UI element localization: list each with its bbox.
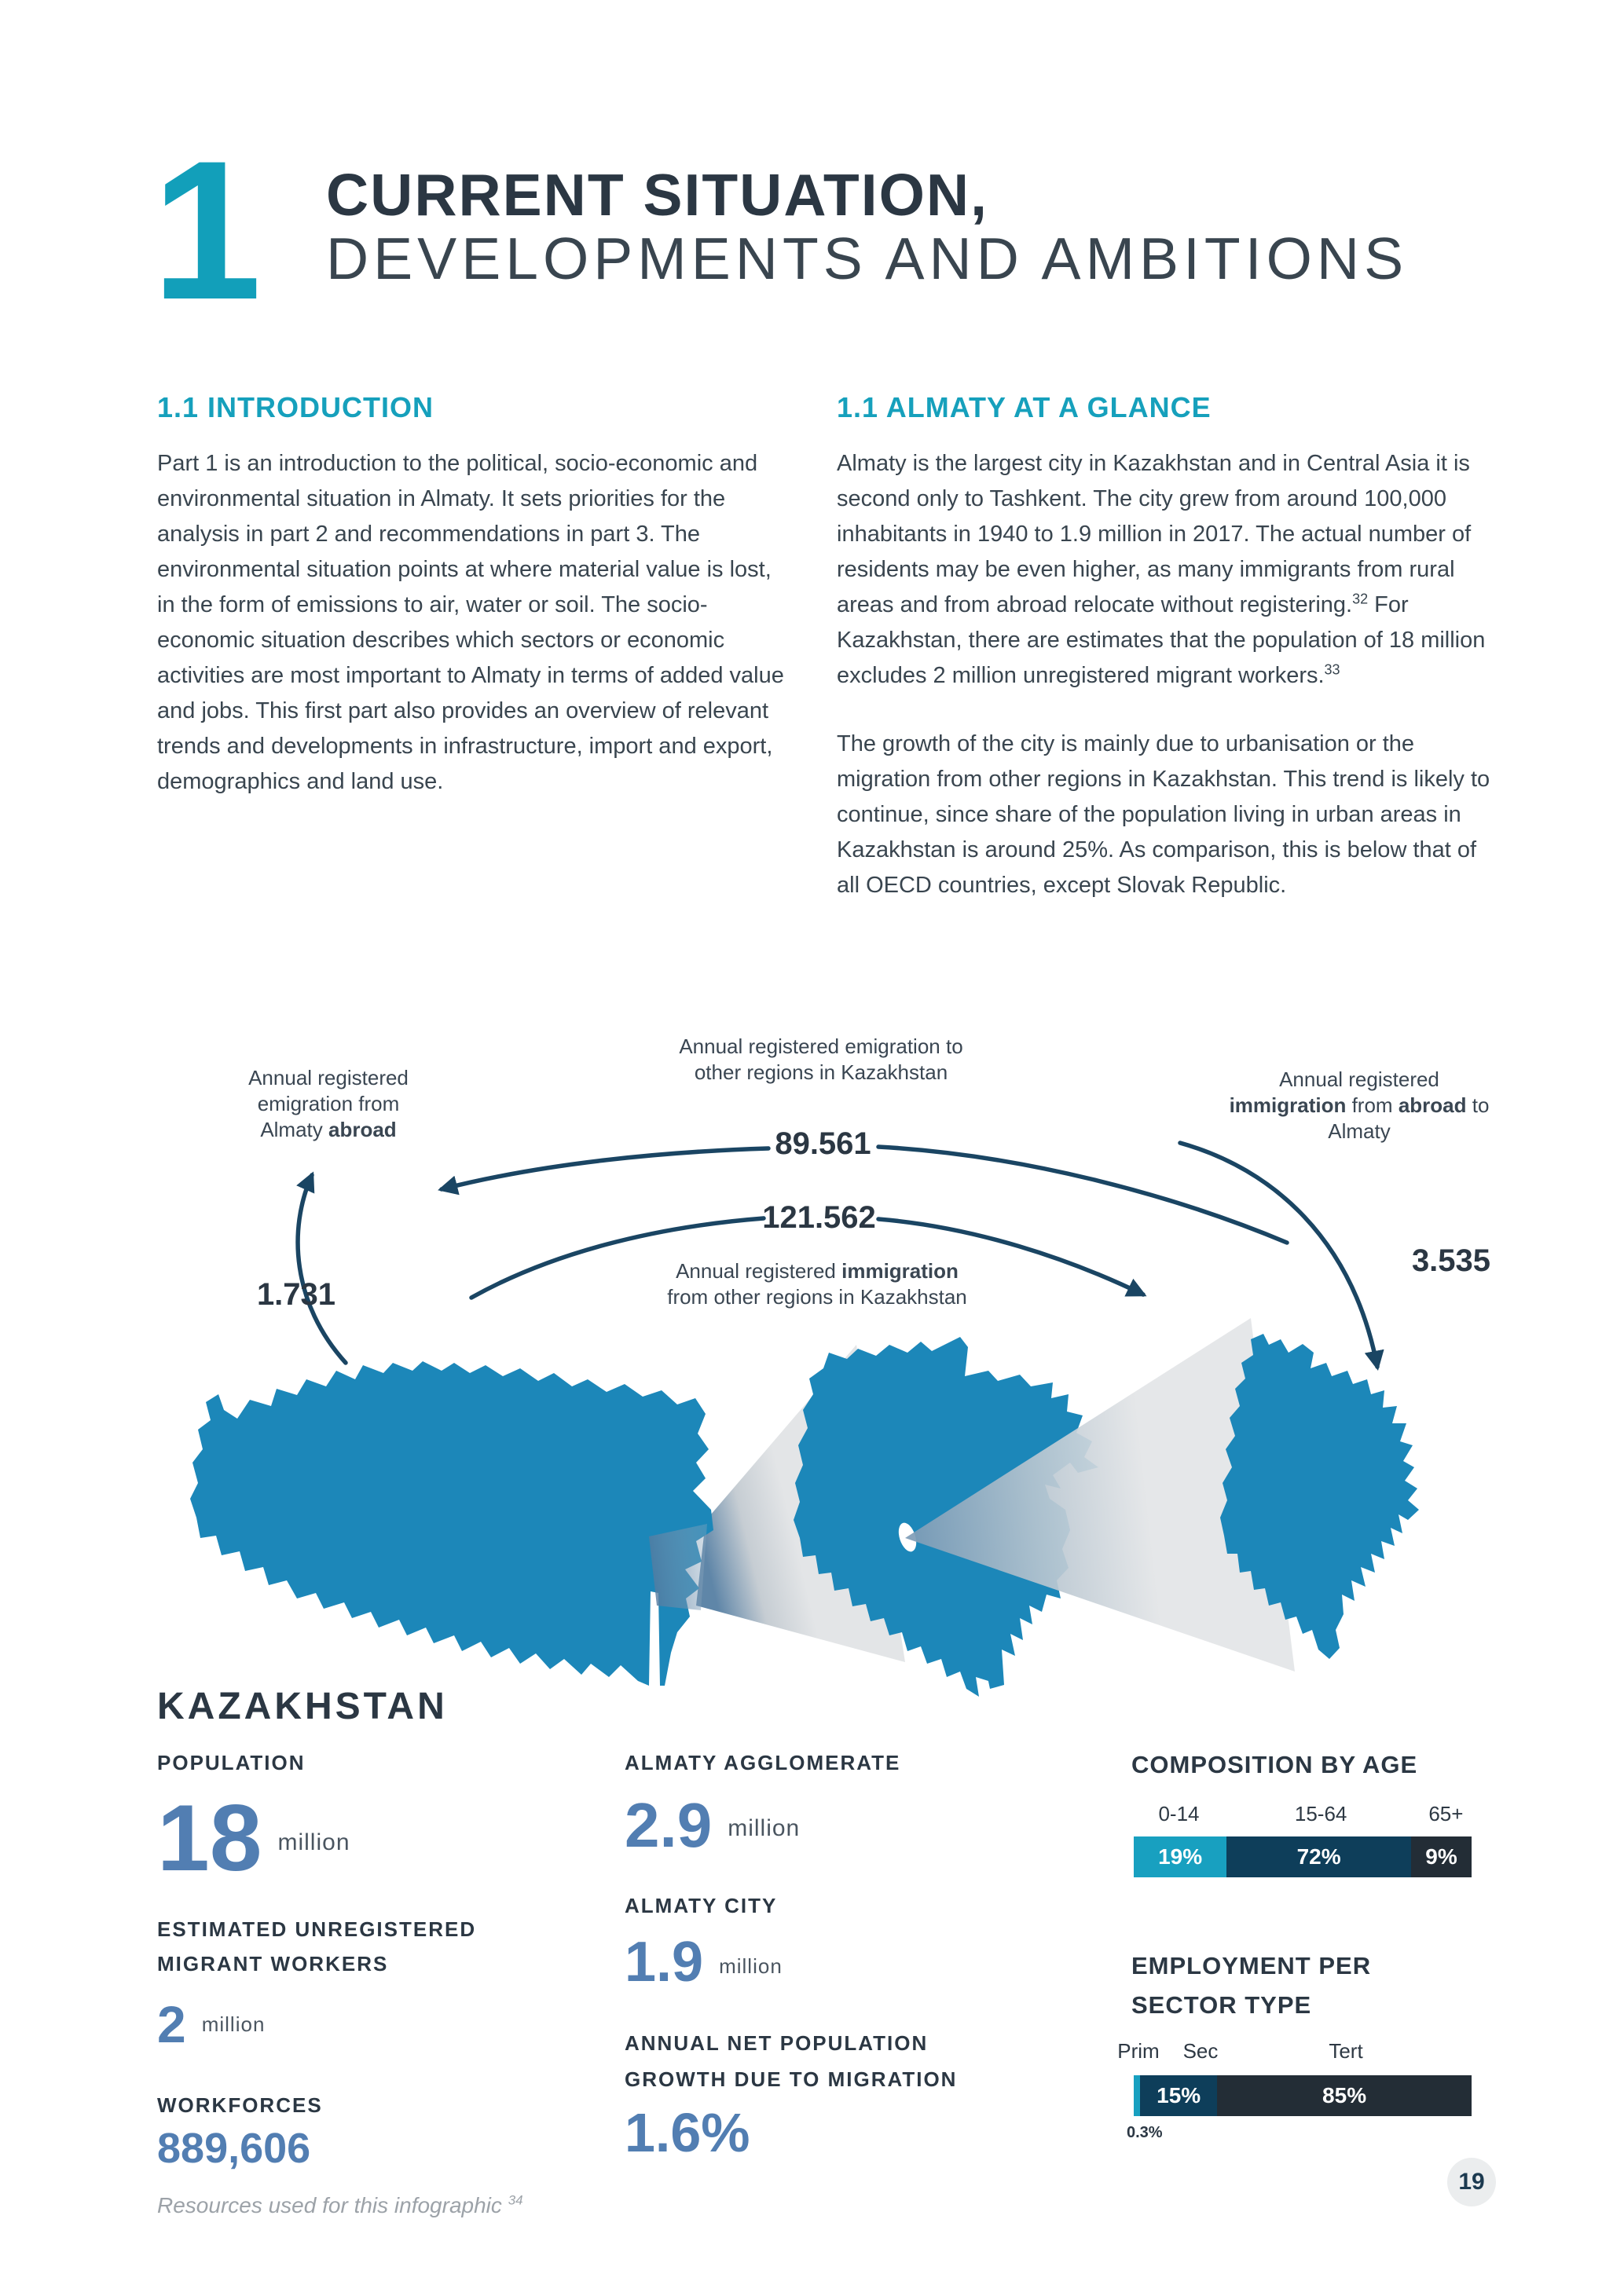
flow-label-emigration-regions: Annual registered emigration to other regions in Kazakhstan <box>679 1034 963 1084</box>
employment-prim-value: 0.3% <box>1127 2124 1163 2141</box>
employment-segment-sec-label: 15% <box>1157 2083 1201 2107</box>
employment-title-line1: EMPLOYMENT PER <box>1131 1952 1372 1979</box>
workforces-value: 889,606 <box>157 2125 311 2172</box>
flow-label-emigration-abroad: Annual registered emigration from Almaty abroad <box>248 1066 409 1141</box>
agglomerate-label: ALMATY AGGLOMERATE <box>625 1751 901 1774</box>
net-growth-value: 1.6% <box>625 2102 750 2163</box>
stats-column-almaty <box>625 1745 1065 2163</box>
employment-segment-tert-label: 85% <box>1322 2083 1367 2107</box>
unregistered-unit: million <box>201 2012 266 2036</box>
employment-chart-title <box>1131 1946 1371 2025</box>
glance-paragraph-1-text2: For Kazakhstan, there are estimates that the population of 18 million excludes 2 million unregistered migrant workers. <box>837 592 1486 688</box>
chapter-number: 1 <box>152 120 262 341</box>
agglomerate-unit: million <box>728 1815 801 1841</box>
glance-body <box>837 446 1494 903</box>
workforces-value-row <box>157 2127 597 2170</box>
page-title-line2: DEVELOPMENTS AND AMBITIONS <box>326 225 1409 291</box>
unregistered-value: 2 <box>157 1995 186 2053</box>
net-growth-label-line2: GROWTH DUE TO MIGRATION <box>625 2067 958 2091</box>
age-segment-65plus-label: 9% <box>1425 1844 1457 1869</box>
employment-category-tert: Tert <box>1329 2039 1363 2063</box>
population-value: 18 <box>157 1785 262 1891</box>
introduction-column <box>157 391 795 833</box>
agglomerate-value-row <box>625 1790 1065 1860</box>
employment-sector-bar <box>1134 2075 1472 2116</box>
page-number: 19 <box>1458 2169 1485 2195</box>
employment-segment-prim <box>1134 2075 1140 2116</box>
flow-value-emigration-abroad: 1.731 <box>256 1277 336 1312</box>
glance-heading: 1.1 ALMATY AT A GLANCE <box>837 391 1212 423</box>
footnote-ref-32: 32 <box>1352 591 1369 607</box>
age-composition-bar <box>1134 1836 1472 1877</box>
flow-value-emigration-regions: 89.561 <box>775 1126 871 1161</box>
age-category-0-14: 0-14 <box>1158 1802 1200 1825</box>
flow-value-immigration-regions: 121.562 <box>762 1200 876 1235</box>
kazakhstan-country-map <box>190 1361 713 1686</box>
net-growth-value-row <box>625 2102 1065 2163</box>
population-value-row <box>157 1785 597 1891</box>
arrow-emigration-to-regions-left <box>442 1148 768 1189</box>
employment-title-line2: SECTOR TYPE <box>1131 1991 1312 2019</box>
age-segment-15-64 <box>1226 1836 1411 1877</box>
glance-paragraph-1-text: Almaty is the largest city in Kazakhstan and in Central Asia it is second only to Tashkent. The city grew from around 100,000 inhabitants in 1940 to 1.9 million in 2017. The actual number of residents may be even higher, as many immigrants from rural areas and from abroad relocate without registering. <box>837 451 1472 617</box>
footnote-ref-34: 34 <box>508 2192 523 2208</box>
unregistered-label-line2: MIGRANT WORKERS <box>157 1952 389 1976</box>
age-segment-0-14-label: 19% <box>1158 1844 1203 1869</box>
page-number-badge <box>1447 2158 1496 2206</box>
arrow-emigration-abroad <box>298 1175 346 1363</box>
country-heading: KAZAKHSTAN <box>157 1686 448 1727</box>
flow-value-immigration-abroad: 3.535 <box>1411 1243 1491 1278</box>
employment-segment-sec <box>1140 2075 1217 2116</box>
age-segment-65plus <box>1411 1836 1472 1877</box>
employment-segment-tert <box>1217 2075 1472 2116</box>
net-growth-label-line1: ANNUAL NET POPULATION <box>625 2031 929 2055</box>
net-growth-label <box>625 2025 1065 2097</box>
age-chart-title: COMPOSITION BY AGE <box>1131 1751 1418 1778</box>
city-label: ALMATY CITY <box>625 1894 778 1917</box>
age-category-65plus: 65+ <box>1428 1802 1464 1825</box>
glance-paragraph-2: The growth of the city is mainly due to urbanisation or the migration from other regions in Kazakhstan. This trend is likely to continue, since share of the population living in urban areas in Kazakhstan is around 25%. As comparison, this is below that of all OECD countries, except Slovak Republic. <box>837 731 1490 898</box>
glance-column <box>837 391 1494 936</box>
city-unit: million <box>719 1954 783 1978</box>
page-title-line1: CURRENT SITUATION, <box>326 162 988 228</box>
flow-label-immigration-abroad: Annual registered immigration from abroad to Almaty <box>1229 1067 1490 1143</box>
stats-column-kazakhstan <box>157 1745 597 2170</box>
unregistered-value-row <box>157 1995 597 2053</box>
employment-category-sec: Sec <box>1182 2039 1219 2063</box>
city-value-row <box>625 1931 1065 1994</box>
stats-column-charts <box>1117 1745 1477 2154</box>
arrow-immigration-from-abroad <box>1180 1143 1377 1367</box>
age-segment-0-14 <box>1134 1836 1226 1877</box>
introduction-heading: 1.1 INTRODUCTION <box>157 391 434 423</box>
introduction-body <box>157 446 795 800</box>
city-value: 1.9 <box>625 1931 704 1994</box>
footnote-ref-33: 33 <box>1324 661 1340 678</box>
almaty-region-highlight <box>649 1524 707 1610</box>
age-category-15-64: 15-64 <box>1294 1802 1347 1825</box>
population-unit: million <box>277 1829 350 1855</box>
footer-note <box>157 2193 523 2218</box>
glance-paragraph-1 <box>837 446 1494 694</box>
population-label: POPULATION <box>157 1751 306 1774</box>
unregistered-label-line1: ESTIMATED UNREGISTERED <box>157 1917 477 1941</box>
flow-label-immigration-regions: Annual registered immigration from other regions in Kazakhstan <box>667 1259 967 1309</box>
agglomerate-value: 2.9 <box>625 1790 713 1860</box>
unregistered-label <box>157 1912 597 1981</box>
introduction-paragraph: Part 1 is an introduction to the political, socio-economic and environmental situation in Almaty. It sets priorities for the analysis in part 2 and recommendations in part 3. The environmental situation points at where material value is lost, in the form of emissions to air, water or soil. The socio-economic situation describes which sectors or economic activities are most important to Almaty in terms of added value and jobs. This first part also provides an overview of relevant trends and developments in infrastructure, import and export, demographics and land use. <box>157 451 784 794</box>
age-segment-15-64-label: 72% <box>1296 1844 1341 1869</box>
footer-note-text: Resources used for this infographic <box>157 2193 502 2217</box>
workforces-label: WORKFORCES <box>157 2093 323 2117</box>
employment-category-prim: Prim <box>1117 2039 1160 2063</box>
